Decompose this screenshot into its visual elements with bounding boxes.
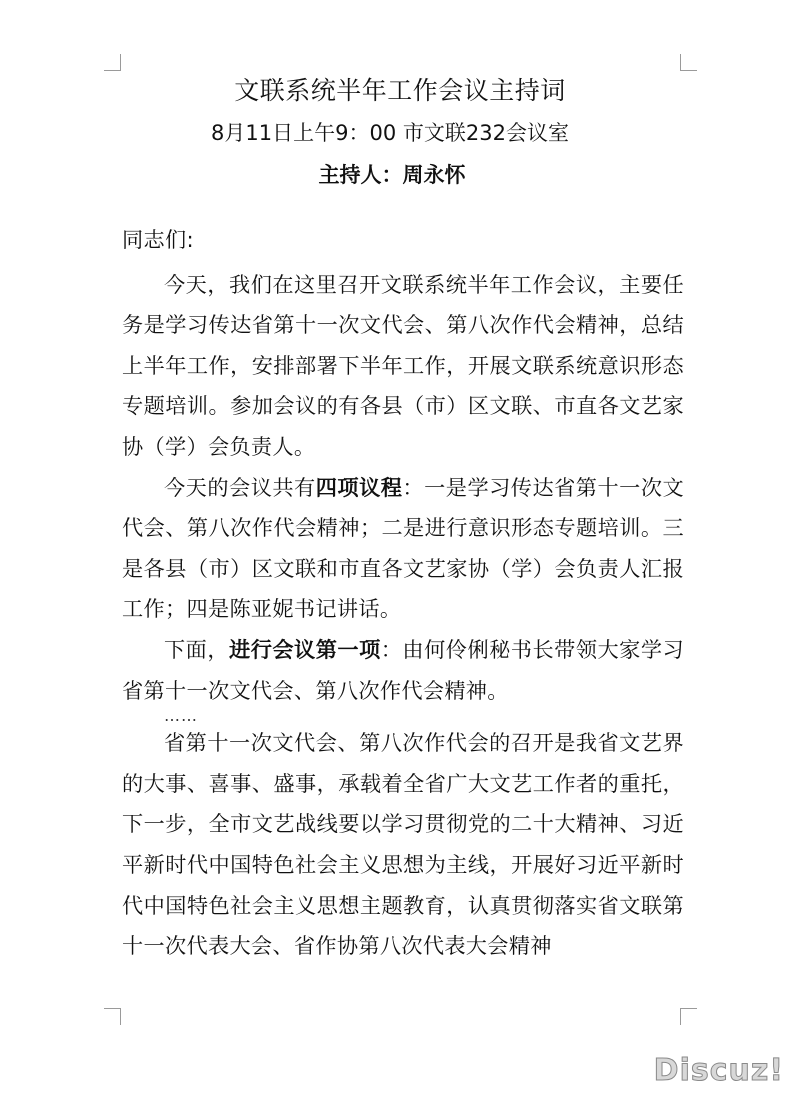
- agenda-bold: 四项议程: [315, 474, 403, 500]
- first-item-text-pre: 下面，: [164, 636, 230, 662]
- document-body: [122, 220, 684, 967]
- document-title: 文联系统半年工作会议主持词: [234, 76, 566, 105]
- discuz-watermark: Discuz!: [653, 1053, 784, 1088]
- crop-mark-bottom-right: [680, 1008, 697, 1025]
- first-item-text-post: ：由何伶俐秘书长带领大家学习省第十一次文代会、第八次作代会精神。: [122, 636, 684, 703]
- crop-mark-top-right: [680, 54, 697, 71]
- agenda-text-pre: 今天的会议共有: [164, 474, 316, 500]
- paragraph-agenda: [122, 468, 684, 630]
- crop-mark-bottom-left: [104, 1008, 121, 1025]
- paragraph-conclusion: 省第十一次文代会、第八次作代会的召开是我省文艺界的大事、喜事、盛事，承载着全省广大文艺工作者的重托，下一步，全市文艺战线要以学习贯彻党的二十大精神、习近平新时代中国特色社会主义思想为主线，开展好习近平新时代中国特色社会主义思想主题教育，认真贯彻落实省文联第十一次代表大会、省作协第八次代表大会精神: [122, 730, 684, 959]
- first-item-bold: 进行会议第一项: [229, 636, 381, 662]
- meeting-time-location: 8月11日上午9：00 市文联232会议室: [211, 121, 569, 145]
- agenda-text-post: ：一是学习传达省第十一次文代会、第八次作代会精神；二是进行意识形态专题培训。三是各县（市）区文联和市直各文艺家协（学）会负责人汇报工作；四是陈亚妮书记讲话。: [122, 474, 684, 622]
- paragraph-first-item: [122, 630, 684, 711]
- paragraph-intro: 今天，我们在这里召开文联系统半年工作会议，主要任务是学习传达省第十一次文代会、第八次作代会精神，总结上半年工作，安排部署下半年工作，开展文联系统意识形态专题培训。参加会议的有各县（市）区文联、市直各文艺家协（学）会负责人。: [122, 271, 684, 459]
- crop-mark-top-left: [104, 54, 121, 71]
- ellipsis: ……: [164, 706, 198, 726]
- greeting: 同志们:: [122, 227, 194, 252]
- host-name: 主持人：周永怀: [318, 163, 466, 187]
